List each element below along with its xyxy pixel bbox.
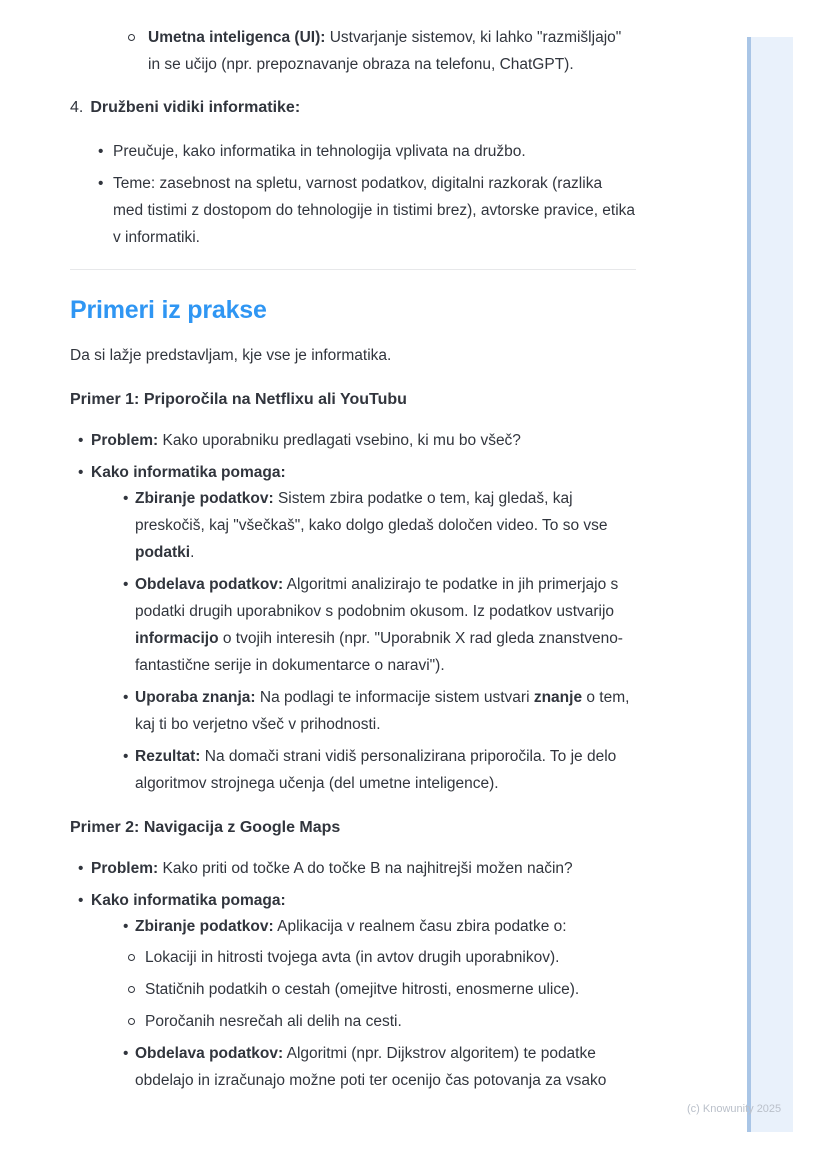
list-item: Statičnih podatkih o cestah (omejitve hitrosti, enosmerne ulice). bbox=[70, 976, 636, 1003]
example-2-title: Primer 2: Navigacija z Google Maps bbox=[70, 819, 341, 836]
list-item: • Rezultat: Na domači strani vidiš personalizirana priporočila. To je delo algoritmov strojnega učenja (del umetne inteligence). bbox=[70, 743, 636, 797]
example-2-list bbox=[70, 855, 636, 1094]
numbered-item-4 bbox=[70, 94, 636, 121]
example-2-sublist bbox=[70, 913, 636, 1094]
knowunity-watermark: (c) Knowunity 2025 bbox=[687, 1103, 782, 1115]
item-4-bullet-list bbox=[70, 138, 636, 251]
list-item: Poročanih nesrečah ali delih na cesti. bbox=[70, 1008, 636, 1035]
section-divider bbox=[70, 269, 636, 270]
topic-sublist-continued bbox=[70, 24, 636, 78]
list-item-problem: • Problem: Kako uporabniku predlagati vsebino, ki mu bo všeč? bbox=[70, 427, 636, 454]
list-item-kako bbox=[70, 459, 636, 797]
list-item: Lokaciji in hitrosti tvojega avta (in avtov drugih uporabnikov). bbox=[70, 944, 636, 971]
data-sources-list bbox=[70, 944, 636, 1035]
list-item: • Obdelava podatkov: Algoritmi analizirajo te podatke in jih primerjajo s podatki drugih uporabnikov s podobnim okusom. Iz podatkov ustvarijo informacijo o tvojih interesih (npr. "Uporabnik X rad gleda znanstveno-fantastične serije in dokumentarce o naravi"). bbox=[70, 571, 636, 679]
item-number: 4. bbox=[70, 99, 84, 116]
section-lead: Da si lažje predstavljam, kje vse je informatika. bbox=[70, 347, 392, 364]
list-item-label: Kako informatika pomaga: bbox=[91, 892, 286, 909]
example-1-list bbox=[70, 427, 636, 797]
example-1-sublist bbox=[70, 485, 636, 797]
list-item: • Teme: zasebnost na spletu, varnost podatkov, digitalni razkorak (razlika med tistimi z dostopom do tehnologije in tistimi brez), avtorske pravice, etika v informatiki. bbox=[70, 170, 636, 251]
item-title: Družbeni vidiki informatike: bbox=[90, 99, 301, 116]
list-item: • Uporaba znanja: Na podlagi te informacije sistem ustvari znanje o tem, kaj ti bo verjetno všeč v prihodnosti. bbox=[70, 684, 636, 738]
margin-highlight-strip bbox=[747, 37, 793, 1132]
list-item-ai: Umetna inteligenca (UI): Ustvarjanje sistemov, ki lahko "razmišljajo" in se učijo (npr. prepoznavanje obraza na telefonu, ChatGPT). bbox=[70, 24, 636, 78]
list-item: • Obdelava podatkov: Algoritmi (npr. Dijkstrov algoritem) te podatke obdelajo in izračunajo možne poti ter ocenijo čas potovanja za vsako bbox=[70, 1040, 636, 1094]
section-heading: Primeri iz prakse bbox=[70, 296, 267, 324]
example-1-title: Primer 1: Priporočila na Netflixu ali YouTubu bbox=[70, 391, 407, 408]
list-item bbox=[70, 913, 636, 1035]
list-item-label: Kako informatika pomaga: bbox=[91, 464, 286, 481]
list-item: • Zbiranje podatkov: Sistem zbira podatke o tem, kaj gledaš, kaj preskočiš, kaj "všečkaš", kako dolgo gledaš določen video. To so vse podatki. bbox=[70, 485, 636, 566]
list-item-label: Zbiranje podatkov: Aplikacija v realnem času zbira podatke o: bbox=[135, 918, 567, 935]
list-item-problem: • Problem: Kako priti od točke A do točke B na najhitrejši možen način? bbox=[70, 855, 636, 882]
list-item: • Preučuje, kako informatika in tehnologija vplivata na družbo. bbox=[70, 138, 636, 165]
note-document bbox=[70, 24, 636, 1094]
list-item-kako bbox=[70, 887, 636, 1094]
